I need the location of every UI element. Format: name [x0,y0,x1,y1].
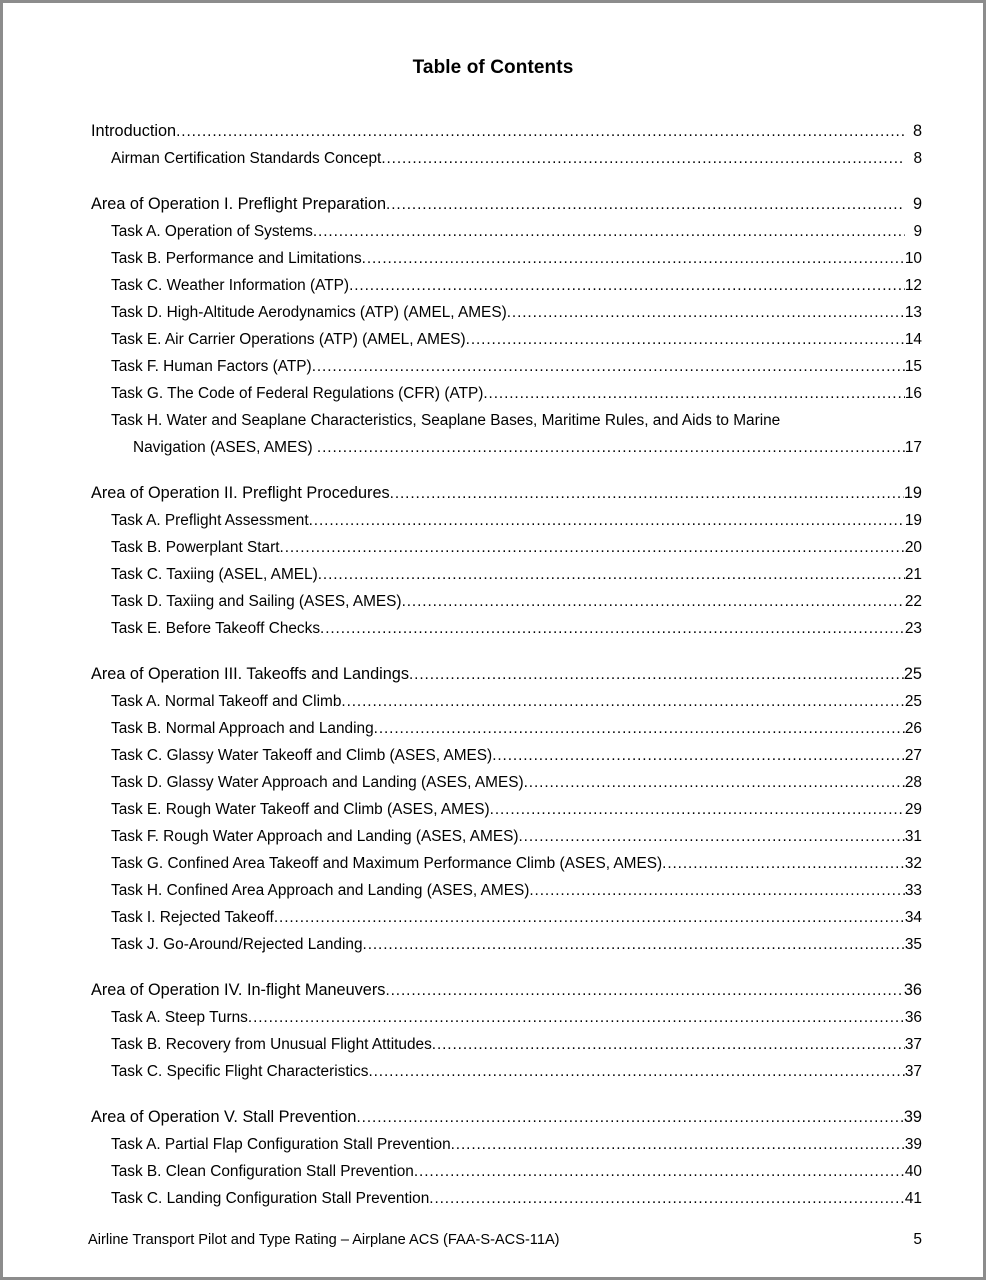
toc-dot-leader [248,1004,905,1031]
toc-dot-leader [662,850,905,877]
toc-entry-section[interactable] [88,1104,922,1131]
toc-entry-task[interactable] [88,796,922,823]
toc-page-number: 14 [904,331,922,348]
toc-entry-label: Area of Operation V. Stall Prevention [91,1108,357,1126]
toc-entry-task[interactable] [88,272,922,299]
toc-dot-leader [529,877,905,904]
toc-entry-task[interactable] [88,615,922,642]
toc-entry-label: Task B. Normal Approach and Landing [111,720,374,737]
toc-group [88,977,922,1085]
toc-entry-task[interactable] [88,245,922,272]
toc-group [88,1104,922,1212]
toc-page-number: 17 [904,439,922,456]
toc-page-number: 9 [912,195,922,213]
toc-dot-leader [390,480,904,507]
toc-dot-leader [312,353,905,380]
toc-page-number: 25 [903,665,922,683]
toc-entry-label: Task E. Air Carrier Operations (ATP) (AMEL, AMES) [111,331,466,348]
toc-entry-task[interactable] [88,904,922,931]
toc-entry-task[interactable] [88,1185,922,1212]
toc-page-number: 28 [904,774,922,791]
toc-page-number: 37 [904,1036,922,1053]
toc-dot-leader [519,823,905,850]
toc-entry-label: Area of Operation III. Takeoffs and Landings [91,665,409,683]
toc-entry-task[interactable] [88,588,922,615]
toc-entry-section[interactable] [88,191,922,218]
toc-entry-task[interactable] [88,299,922,326]
toc-dot-leader [320,615,905,642]
toc-entry-label: Task A. Normal Takeoff and Climb [111,693,342,710]
toc-entry-task[interactable] [88,715,922,742]
toc-entry-label: Area of Operation IV. In-flight Maneuvers [91,981,386,999]
toc-entry-label-line2: Navigation (ASES, AMES) [133,439,313,456]
toc-entry-label: Task B. Recovery from Unusual Flight Attitudes [111,1036,432,1053]
toc-entry-label: Task C. Specific Flight Characteristics [111,1063,369,1080]
toc-page-number: 20 [904,539,922,556]
toc-entry-task[interactable] [88,145,922,172]
toc-entry-label: Task A. Steep Turns [111,1009,248,1026]
toc-dot-leader [349,272,905,299]
toc-dot-leader [363,931,905,958]
toc-entry-label: Task C. Glassy Water Takeoff and Climb (ASES, AMES) [111,747,493,764]
toc-entry-task[interactable] [88,769,922,796]
toc-entry-task[interactable] [88,380,922,407]
toc-entry-label: Task A. Preflight Assessment [111,512,309,529]
toc-page-number: 22 [904,593,922,610]
toc-entry-label: Airman Certification Standards Concept [111,150,382,167]
toc-entry-label: Area of Operation II. Preflight Procedures [91,484,390,502]
toc-entry-label-continued [111,434,922,461]
toc-page-number: 16 [904,385,922,402]
toc-dot-leader [507,299,905,326]
toc-entry-label: Introduction [91,122,177,140]
toc-dot-leader [341,688,904,715]
toc-dot-leader [466,326,905,353]
toc-entry-task[interactable] [88,877,922,904]
toc-dot-leader [356,1104,903,1131]
toc-page-number: 8 [913,150,922,167]
toc-entry-section[interactable] [88,480,922,507]
toc-entry-task[interactable] [88,1158,922,1185]
toc-dot-leader [490,796,905,823]
toc-page-number: 35 [904,936,922,953]
toc-page-number: 21 [904,566,922,583]
toc-dot-leader [432,1031,905,1058]
toc-entry-label: Task J. Go-Around/Rejected Landing [111,936,363,953]
toc-dot-leader [318,561,905,588]
toc-entry-label: Task B. Clean Configuration Stall Prevention [111,1163,414,1180]
toc-page-number: 36 [903,981,922,999]
toc-group [88,118,922,172]
toc-entry-task[interactable] [88,407,922,461]
toc-page-number: 31 [904,828,922,845]
toc-entry-task[interactable] [88,823,922,850]
toc-dot-leader [274,904,905,931]
toc-page-number: 12 [904,277,922,294]
toc-page-number: 15 [904,358,922,375]
toc-entry-task[interactable] [88,931,922,958]
toc-dot-leader [368,1058,904,1085]
toc-entry-label: Task H. Water and Seaplane Characteristics, Seaplane Bases, Maritime Rules, and Aids to Marine [111,412,781,429]
toc-entry-label: Task G. The Code of Federal Regulations (CFR) (ATP) [111,385,484,402]
toc-entry-section[interactable] [88,977,922,1004]
toc-dot-leader [492,742,905,769]
toc-entry-task[interactable] [88,507,922,534]
toc-page-number: 39 [904,1136,922,1153]
toc-entry-task[interactable] [88,353,922,380]
toc-dot-leader [176,118,905,145]
toc-entry-task[interactable] [88,561,922,588]
toc-dot-leader [362,245,905,272]
toc-entry-label: Task C. Weather Information (ATP) [111,277,350,294]
toc-page-number: 29 [904,801,922,818]
toc-page-number: 13 [904,304,922,321]
toc-entry-task[interactable] [88,850,922,877]
toc-entry-task[interactable] [88,534,922,561]
toc-entry-task[interactable] [88,688,922,715]
toc-dot-leader [381,145,905,172]
toc-entry-task[interactable] [88,326,922,353]
toc-entry-label: Task F. Human Factors (ATP) [111,358,312,375]
toc-page-number: 32 [904,855,922,872]
toc-entry-label: Task G. Confined Area Takeoff and Maximum Performance Climb (ASES, AMES) [111,855,663,872]
toc-entry-label: Task B. Powerplant Start [111,539,280,556]
toc-page-number: 10 [904,250,922,267]
toc-page-number: 37 [904,1063,922,1080]
toc-group [88,480,922,642]
toc-entry-label: Task D. Taxiing and Sailing (ASES, AMES) [111,593,402,610]
toc-entry-label: Task E. Rough Water Takeoff and Climb (ASES, AMES) [111,801,490,818]
toc-entry-label: Task I. Rejected Takeoff [111,909,274,926]
toc-dot-leader [409,661,904,688]
toc-dot-leader [524,769,905,796]
toc-entry-label: Task A. Partial Flap Configuration Stall Prevention [111,1136,451,1153]
toc-page-number: 40 [904,1163,922,1180]
toc-entry-section[interactable] [88,661,922,688]
toc-entry-label: Task H. Confined Area Approach and Landing (ASES, AMES) [111,882,530,899]
toc-group [88,191,922,461]
toc-entry-label: Task C. Landing Configuration Stall Prevention [111,1190,430,1207]
toc-dot-leader [313,218,905,245]
toc-entry-label: Task F. Rough Water Approach and Landing (ASES, AMES) [111,828,519,845]
toc-dot-leader [280,534,905,561]
toc-entry-label: Task C. Taxiing (ASEL, AMEL) [111,566,318,583]
toc-entry-task[interactable] [88,1004,922,1031]
toc-page-number: 8 [912,122,922,140]
toc-page-number: 19 [904,512,922,529]
toc-page-number: 27 [904,747,922,764]
footer-page-number: 5 [913,1231,922,1248]
toc-entry-task[interactable] [88,1131,922,1158]
toc-page-number: 23 [904,620,922,637]
toc-dot-leader [385,977,903,1004]
toc-dot-leader [451,1131,905,1158]
toc-page-number: 19 [903,484,922,502]
toc-entry-task[interactable] [88,1058,922,1085]
toc-page-number: 9 [913,223,922,240]
toc-entry-task[interactable] [88,218,922,245]
toc-page-number: 25 [904,693,922,710]
toc-entry-label: Task E. Before Takeoff Checks [111,620,321,637]
toc-entry-label: Task A. Operation of Systems [111,223,313,240]
toc-dot-leader [374,715,905,742]
toc-dot-leader [386,191,905,218]
toc-page-number: 39 [903,1108,922,1126]
toc-page-number: 41 [904,1190,922,1207]
toc-dot-leader [414,1158,905,1185]
toc-entry-task[interactable] [88,1031,922,1058]
toc-dot-leader [317,434,905,461]
page-footer [88,1231,922,1249]
toc-dot-leader [402,588,905,615]
toc-page-number: 36 [904,1009,922,1026]
toc-entry-label: Task D. High-Altitude Aerodynamics (ATP) (AMEL, AMES) [111,304,507,321]
toc-entry-task[interactable] [88,742,922,769]
table-of-contents [3,118,983,1212]
footer-document-title: Airline Transport Pilot and Type Rating – Airplane ACS (FAA-S-ACS-11A) [88,1232,560,1248]
toc-entry-label: Task D. Glassy Water Approach and Landing (ASES, AMES) [111,774,524,791]
toc-dot-leader [309,507,905,534]
toc-page-number: 34 [904,909,922,926]
toc-dot-leader [429,1185,905,1212]
toc-entry-label: Task B. Performance and Limitations [111,250,362,267]
toc-page-number: 33 [904,882,922,899]
toc-page-number: 26 [904,720,922,737]
page-title: Table of Contents [412,57,574,78]
toc-group [88,661,922,958]
toc-dot-leader [483,380,905,407]
toc-entry-section[interactable] [88,118,922,145]
toc-entry-label: Area of Operation I. Preflight Preparation [91,195,387,213]
